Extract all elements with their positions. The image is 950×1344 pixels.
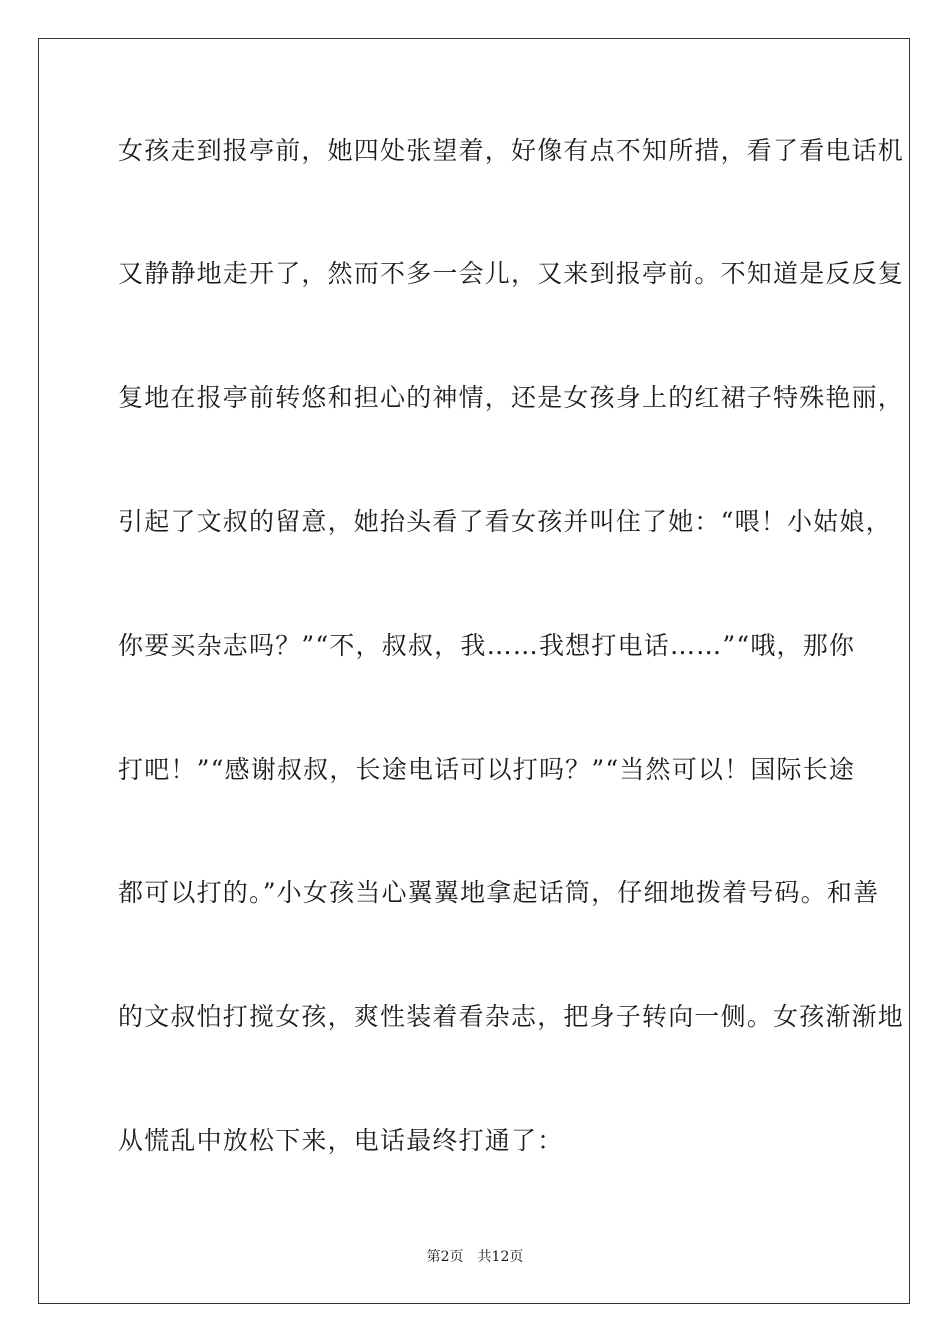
text-line-2: 又静静地走开了，然而不多一会儿，又来到报亭前。不知道是反反复 [118,259,905,288]
page-total: 共12页 [477,1249,524,1265]
text-line-4: 引起了文叔的留意，她抬头看了看女孩并叫住了她：“喂！小姑娘， [118,507,892,536]
page-border [38,38,910,1304]
text-line-5: 你要买杂志吗？”“不，叔叔，我……我想打电话……”“哦，那你 [118,631,856,660]
text-line-6: 打吧！”“感谢叔叔，长途电话可以打吗？”“当然可以！国际长途 [118,755,856,784]
text-line-7: 都可以打的。”小女孩当心翼翼地拿起话筒，仔细地拨着号码。和善 [118,878,880,907]
page-number: 第2页 [426,1249,464,1265]
text-line-9: 从慌乱中放松下来，电话最终打通了： [118,1126,564,1155]
text-line-1: 女孩走到报亭前，她四处张望着，好像有点不知所措，看了看电话机 [118,136,905,165]
text-line-3: 复地在报亭前转悠和担心的神情，还是女孩身上的红裙子特殊艳丽， [118,383,905,412]
text-line-8: 的文叔怕打搅女孩，爽性装着看杂志，把身子转向一侧。女孩渐渐地 [118,1002,905,1031]
page-footer [0,1248,950,1266]
